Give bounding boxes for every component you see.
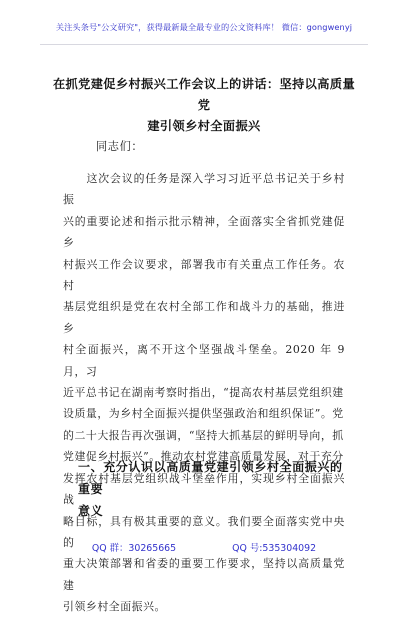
header-banner: 关注头条号"公文研究"，获得最新最全最专业的公文资料库！ 微信：gongwenyj: [55, 22, 353, 32]
footer-qq-group: QQ 群：30265665: [91, 543, 177, 554]
section-heading-line-2: 意义: [78, 504, 104, 518]
body-line: 村全面振兴，离不开这个坚强战斗堡垒。2020 年 9 月，习: [63, 343, 345, 378]
body-line: 设质量，为乡村全面振兴提供坚强政治和组织保证”。党: [63, 407, 344, 421]
body-line: 发挥农村基层党组织战斗堡垒作用，实现乡村全面振兴战: [63, 471, 345, 507]
body-line: 略目标，具有极其重要的意义。我们要全面落实党中央的: [63, 514, 345, 549]
document-title-line-2: 建引领乡村全面振兴: [147, 119, 261, 133]
body-line: 基层党组织是党在农村全部工作和战斗力的基础，推进乡: [63, 300, 345, 335]
document-title-line-1: 在抓党建促乡村振兴工作会议上的讲话：坚持以高质量党: [52, 77, 356, 112]
footer-qq-number: QQ 号:535304092: [232, 543, 317, 554]
footer-contact: [0, 540, 408, 554]
body-line: 村振兴工作会议要求，部署我市有关重点工作任务。农村: [63, 257, 345, 293]
body-line: 这次会议的任务是深入学习习近平总书记关于乡村振: [63, 172, 345, 207]
body-line: 的二十大报告再次强调，“坚持大抓基层的鲜明导向，抓: [63, 428, 344, 442]
body-line: 党建促乡村振兴”。推动农村党建高质量发展，对于充分: [63, 450, 344, 464]
body-line: 引领乡村全面振兴。: [63, 600, 166, 614]
document-title: [48, 74, 360, 137]
body-line: 兴的重要论述和指示批示精神，全面落实全省抓党建促乡: [63, 214, 345, 250]
greeting: 同志们：: [96, 140, 144, 153]
body-line: 重大决策部署和省委的重要工作要求，坚持以高质量党建: [63, 557, 345, 592]
section-heading: [78, 456, 348, 522]
body-line: 近平总书记在湖南考察时指出，“提高农村基层党组织建: [63, 386, 344, 400]
section-heading-line-1: 一、充分认识以高质量党建引领乡村全面振兴的重要: [78, 460, 343, 496]
header-divider: [40, 44, 368, 45]
